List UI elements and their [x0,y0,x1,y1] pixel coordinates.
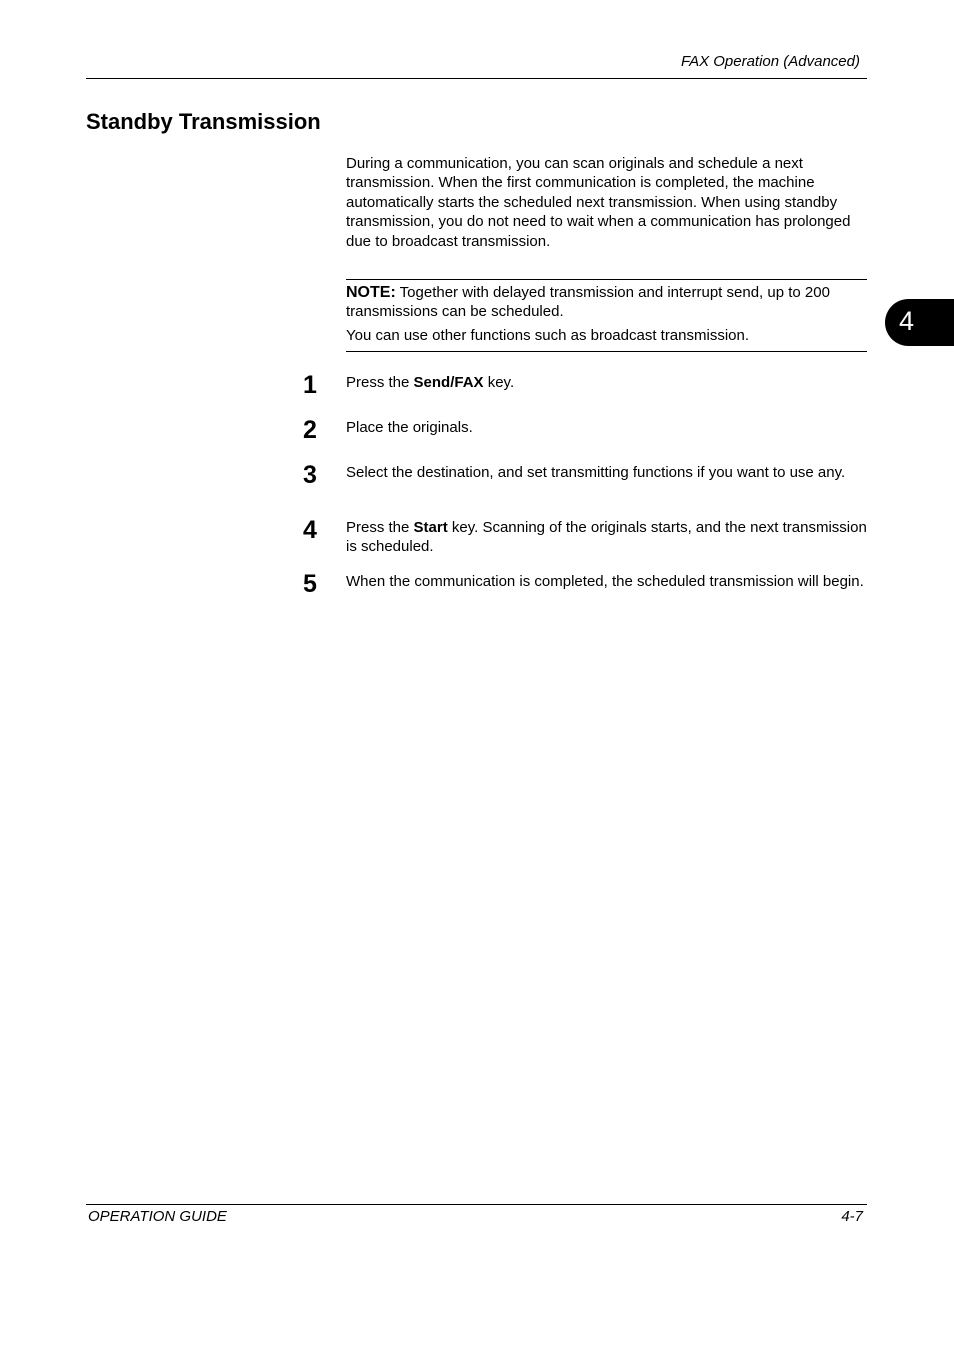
step-number: 5 [303,570,317,598]
step-text-pre: Place the originals. [346,419,473,436]
key-name: Start [413,519,448,536]
footer-rule [86,1204,867,1205]
step-text [346,518,867,557]
step-text [346,463,867,482]
note-line-1 [346,283,867,322]
intro-paragraph: During a communication, you can scan originals and schedule a next transmission. When the first communication is completed, the machine automatically starts the scheduled next transmission. When using standby transmission, you do not need to wait when a communication has prolonged due to broadcast transmission. [346,155,851,250]
chapter-tab-label: 4 [899,306,915,336]
step-number: 4 [303,516,317,544]
footer-guide-title: OPERATION GUIDE [88,1208,227,1225]
header-rule [86,78,867,79]
step-number: 2 [303,416,317,444]
step-text-pre: When the communication is completed, the scheduled transmission will begin. [346,573,864,590]
step-text [346,373,867,392]
step-text-post: key. Scanning of the originals starts, and the next transmission is scheduled. [346,519,867,556]
step-text-pre: Press the [346,374,414,391]
page-number: 4-7 [841,1208,863,1225]
step-text-pre: Press the [346,519,414,536]
note-label: NOTE: [346,284,396,301]
step-text-post: key. [483,374,515,391]
step-number: 3 [303,461,317,489]
step-text-pre: Select the destination, and set transmitting functions if you want to use any. [346,464,846,481]
chapter-tab [885,299,954,346]
step-text [346,572,867,591]
note-line-2: You can use other functions such as broadcast transmission. [346,327,750,344]
running-header: FAX Operation (Advanced) [681,53,860,70]
note-text-1: Together with delayed transmission and interrupt send, up to 200 transmissions can be scheduled. [346,284,830,321]
step-text [346,418,867,437]
step-number: 1 [303,371,317,399]
note-box [346,279,867,352]
key-name: Send/FAX [413,374,484,391]
section-title: Standby Transmission [86,109,321,134]
